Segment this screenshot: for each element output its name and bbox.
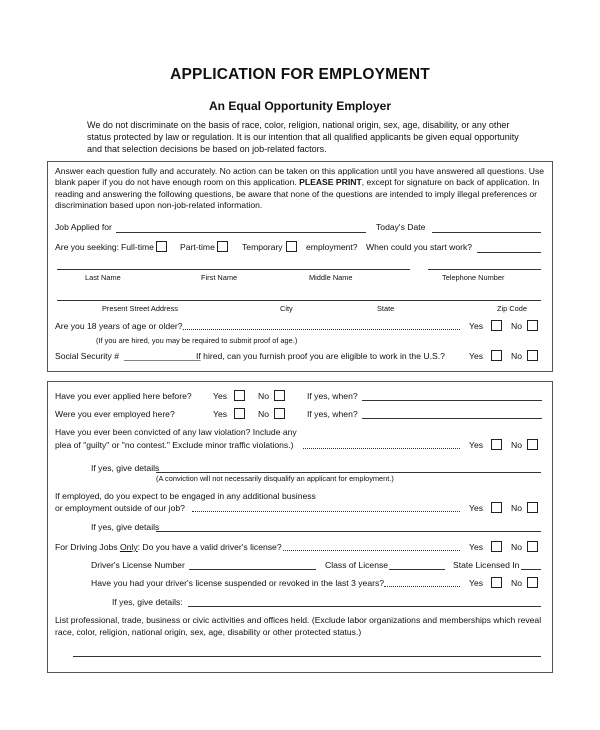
- state-licensed-label: State Licensed In: [453, 560, 520, 570]
- applied-yes-checkbox[interactable]: [234, 390, 245, 401]
- page-title: APPLICATION FOR EMPLOYMENT: [170, 66, 430, 83]
- conviction-note: (A conviction will not necessarily disqualify an applicant for employment.): [156, 474, 394, 483]
- convicted-question-line2: plea of "guilty" or "no contest." Exclude minor traffic violations.): [55, 440, 294, 450]
- suspended-details-label: If yes, give details:: [112, 597, 183, 607]
- convicted-details-field[interactable]: [156, 472, 541, 473]
- license-number-field[interactable]: [189, 569, 316, 570]
- applied-before-question: Have you ever applied here before?: [55, 391, 192, 401]
- driving-question: [55, 542, 282, 552]
- business-details-field[interactable]: [156, 531, 541, 532]
- business-no-label: No: [511, 503, 522, 513]
- business-yes-checkbox[interactable]: [491, 502, 502, 513]
- ssn-label: Social Security #: [55, 351, 120, 361]
- applied-no-checkbox[interactable]: [274, 390, 285, 401]
- applied-no-label: No: [258, 391, 269, 401]
- instructions-text-a: Answer each question fully and accurately. No action can be taken on this application until you have answered all questions. Use blank paper if you do not have enough room on this application.: [55, 166, 545, 188]
- address-field[interactable]: [57, 300, 541, 301]
- middle-name-caption: Middle Name: [309, 273, 353, 282]
- employed-before-question: Were you ever employed here?: [55, 409, 175, 419]
- page-subtitle: An Equal Opportunity Employer: [208, 99, 391, 113]
- intro-paragraph: We do not discriminate on the basis of race, color, religion, national origin, sex, age, disability, or any other status protected by law or regulation. It is our intention that all qualified applicants be given equal opportunity and that selection decisions be based on job-related factors.: [87, 120, 519, 155]
- driving-no-checkbox[interactable]: [527, 541, 538, 552]
- ssn-field[interactable]: ________________: [124, 351, 201, 361]
- todays-date-label: Today's Date: [376, 222, 426, 232]
- suspended-no-label: No: [511, 578, 522, 588]
- age-no-label: No: [511, 321, 522, 331]
- employed-yes-checkbox[interactable]: [234, 408, 245, 419]
- age-yes-checkbox[interactable]: [491, 320, 502, 331]
- state-caption: State: [377, 304, 395, 313]
- telephone-caption: Telephone Number: [442, 273, 505, 282]
- job-applied-field[interactable]: [116, 232, 366, 233]
- driving-only: Only: [119, 542, 138, 552]
- temporary-checkbox[interactable]: [286, 241, 297, 252]
- full-time-label: Full-time: [121, 242, 154, 252]
- convicted-no-label: No: [511, 440, 522, 450]
- todays-date-field[interactable]: [432, 232, 541, 233]
- telephone-field[interactable]: [428, 269, 541, 270]
- name-field[interactable]: [57, 269, 410, 270]
- applied-when-label: If yes, when?: [307, 391, 358, 401]
- temporary-label: Temporary: [242, 242, 283, 252]
- city-caption: City: [280, 304, 293, 313]
- full-time-checkbox[interactable]: [156, 241, 167, 252]
- age-no-checkbox[interactable]: [527, 320, 538, 331]
- proof-yes-label: Yes: [469, 351, 484, 361]
- first-name-caption: First Name: [201, 273, 238, 282]
- employed-when-field[interactable]: [362, 418, 542, 419]
- employed-yes-label: Yes: [213, 409, 228, 419]
- suspended-yes-checkbox[interactable]: [491, 577, 502, 588]
- convicted-no-checkbox[interactable]: [527, 439, 538, 450]
- convicted-leader-dots: [303, 448, 460, 449]
- employment-label: employment?: [306, 242, 358, 252]
- job-applied-label: Job Applied for: [55, 222, 112, 232]
- license-number-label: Driver's License Number: [91, 560, 185, 570]
- employed-no-checkbox[interactable]: [274, 408, 285, 419]
- professional-field[interactable]: [73, 656, 541, 657]
- convicted-yes-checkbox[interactable]: [491, 439, 502, 450]
- convicted-details-label: If yes, give details: [91, 463, 160, 473]
- professional-question-line2: race, color, religion, national origin, sex, age, disability or other protected status.): [55, 627, 362, 637]
- driving-question-text: : Do you have a valid driver's license?: [137, 542, 282, 552]
- business-no-checkbox[interactable]: [527, 502, 538, 513]
- part-time-label: Part-time: [180, 242, 215, 252]
- business-details-label: If yes, give details: [91, 522, 160, 532]
- suspended-leader-dots: [384, 586, 460, 587]
- age-leader-dots: [183, 329, 460, 330]
- business-question-line2: or employment outside of our job?: [55, 503, 185, 513]
- seeking-label: Are you seeking:: [55, 242, 120, 252]
- last-name-caption: Last Name: [85, 273, 121, 282]
- instructions-paragraph: [55, 166, 545, 211]
- suspended-no-checkbox[interactable]: [527, 577, 538, 588]
- business-leader-dots: [192, 511, 460, 512]
- start-work-field[interactable]: [477, 252, 541, 253]
- instructions-text-b: , except for signature on back of application. In reading and answering the following questions, be aware that none of the questions are intended to imply illegal preferences or discrimination based upon non-job-related information.: [55, 177, 540, 210]
- age-yes-label: Yes: [469, 321, 484, 331]
- start-work-label: When could you start work?: [366, 242, 473, 252]
- license-class-label: Class of License: [325, 560, 389, 570]
- convicted-yes-label: Yes: [469, 440, 484, 450]
- driving-no-label: No: [511, 542, 522, 552]
- suspended-yes-label: Yes: [469, 578, 484, 588]
- employed-when-label: If yes, when?: [307, 409, 358, 419]
- proof-no-checkbox[interactable]: [527, 350, 538, 361]
- driving-yes-checkbox[interactable]: [491, 541, 502, 552]
- driving-yes-label: Yes: [469, 542, 484, 552]
- business-yes-label: Yes: [469, 503, 484, 513]
- proof-question: If hired, can you furnish proof you are eligible to work in the U.S.?: [196, 351, 445, 361]
- professional-question-line1: List professional, trade, business or civic activities and offices held. (Exclude labor organizations and memberships which reveal: [55, 615, 542, 625]
- please-print-text: PLEASE PRINT: [299, 177, 362, 188]
- business-question-line1: If employed, do you expect to be engaged in any additional business: [55, 491, 316, 501]
- zip-caption: Zip Code: [497, 304, 527, 313]
- suspended-details-field[interactable]: [188, 606, 541, 607]
- proof-yes-checkbox[interactable]: [491, 350, 502, 361]
- state-licensed-field[interactable]: [521, 569, 541, 570]
- street-caption: Present Street Address: [102, 304, 178, 313]
- age-question: Are you 18 years of age or older?: [55, 321, 183, 331]
- driving-prefix: For Driving Jobs: [55, 542, 120, 552]
- age-note: (If you are hired, you may be required to submit proof of age.): [96, 336, 298, 345]
- driving-leader-dots: [283, 550, 460, 551]
- suspended-question: Have you had your driver's license suspended or revoked in the last 3 years?: [91, 578, 385, 588]
- convicted-question-line1: Have you ever been convicted of any law violation? Include any: [55, 427, 297, 437]
- employed-no-label: No: [258, 409, 269, 419]
- part-time-checkbox[interactable]: [217, 241, 228, 252]
- proof-no-label: No: [511, 351, 522, 361]
- applied-yes-label: Yes: [213, 391, 228, 401]
- applied-when-field[interactable]: [362, 400, 542, 401]
- license-class-field[interactable]: [389, 569, 445, 570]
